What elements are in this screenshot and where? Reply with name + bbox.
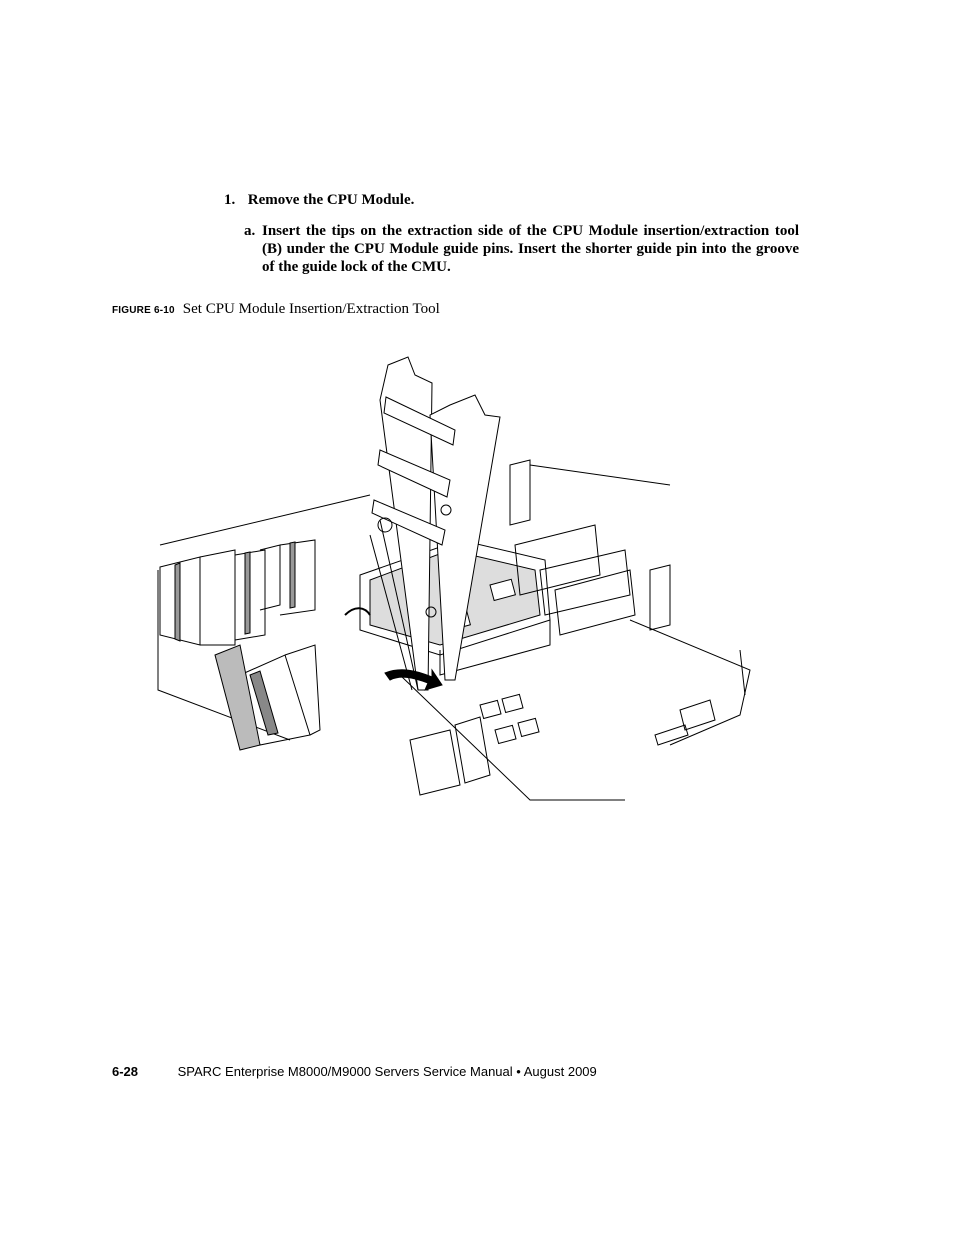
page-number: 6-28	[112, 1064, 139, 1079]
figure-label: FIGURE 6-10	[112, 305, 175, 316]
page-footer	[112, 1064, 597, 1079]
memory-modules	[160, 540, 320, 750]
manual-title: SPARC Enterprise M8000/M9000 Servers Service Manual	[177, 1064, 513, 1079]
board-connectors	[410, 650, 745, 795]
publication-date: August 2009	[523, 1064, 597, 1079]
step-text: Remove the CPU Module.	[247, 192, 415, 208]
step-number: 1.	[224, 192, 236, 208]
cpu-module-tool-illustration	[150, 345, 760, 810]
sub-step-text: Insert the tips on the extraction side of the CPU Module insertion/extraction tool (B) under the CPU Module guide pins. Insert the shorter guide pin into the groove of the guide lock of the CMU.	[262, 223, 799, 275]
step-1	[224, 192, 414, 209]
step-1a	[244, 222, 799, 276]
sub-step-letter: a.	[244, 223, 256, 239]
figure-caption	[112, 301, 440, 318]
figure-title: Set CPU Module Insertion/Extraction Tool	[182, 301, 440, 317]
footer-separator: •	[516, 1064, 521, 1079]
